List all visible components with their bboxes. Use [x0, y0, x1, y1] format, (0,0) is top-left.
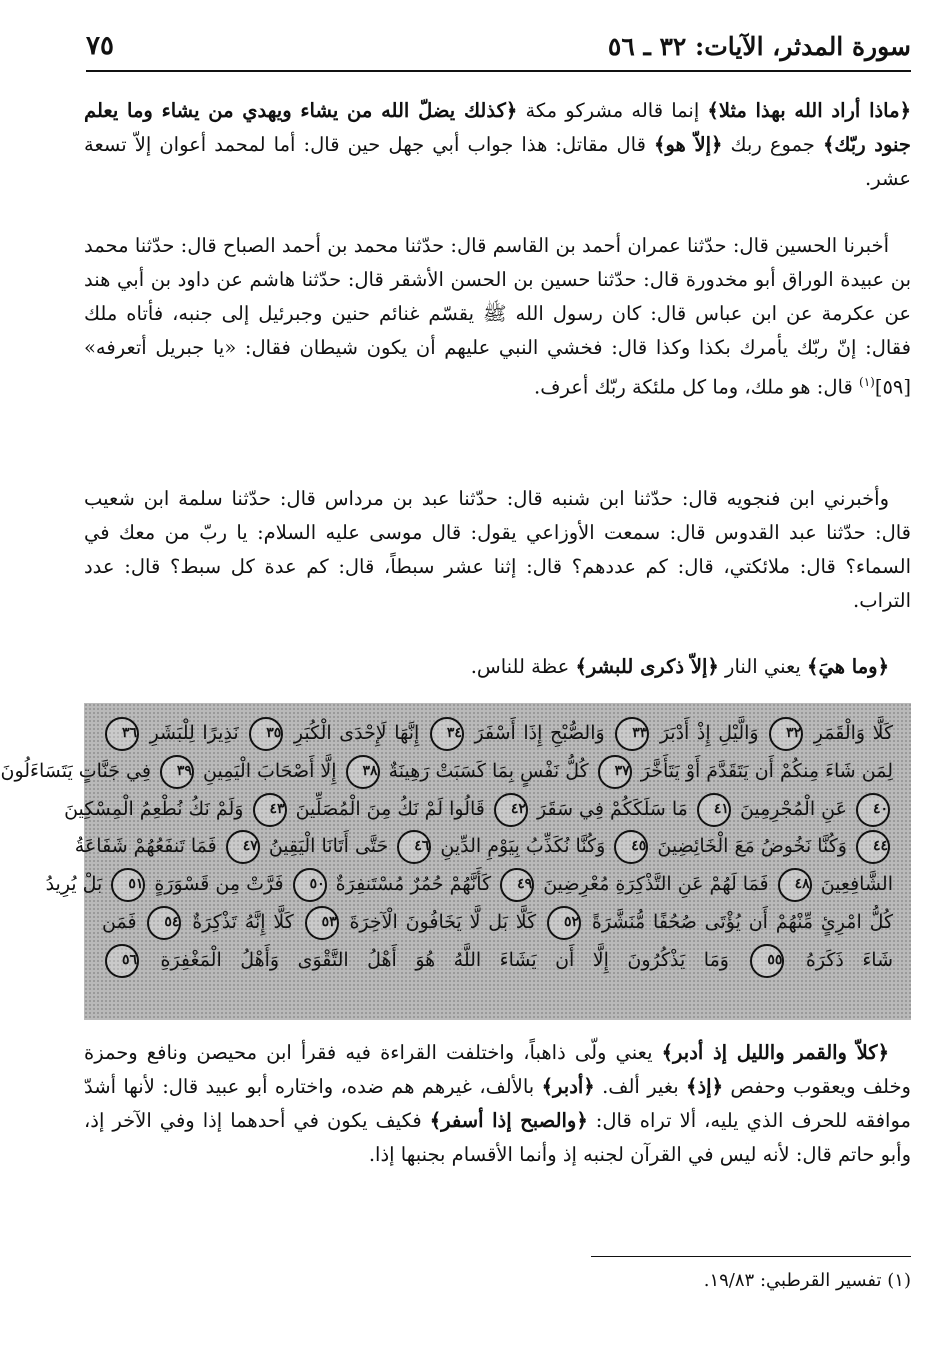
ayah-number-marker: ٤٣	[253, 793, 287, 827]
quran-line	[0, 753, 893, 791]
verse-text: وَمَا يَذْكُرُونَ إِلَّا أَن يَشَاءَ اللَّهُ هُوَ أَهْلُ التَّقْوَى وَأَهْلُ الْمَغْفِرَةِ	[160, 948, 729, 971]
verse-text: وَلَمْ نَكُ نُطْعِمُ الْمِسْكِينَ	[64, 797, 244, 820]
footnote-reference: (١)	[859, 375, 875, 389]
footnote-divider	[591, 1256, 911, 1257]
page-header	[86, 22, 911, 72]
ayah-number-marker: ٥٠	[293, 868, 327, 902]
verse-text: إِلَّا أَصْحَابَ الْيَمِينِ	[203, 759, 337, 782]
quran-line	[64, 791, 893, 829]
page-number: ٧٥	[86, 31, 114, 61]
verse-text: فَرَّتْ مِن قَسْوَرَةٍ	[154, 873, 284, 896]
text-span: جموع ربك	[722, 133, 823, 156]
quran-line	[102, 715, 893, 753]
quote-thus-allah-misleads: ﴿كذلك يضلّ الله من يشاء ويهدي من يشاء وما يعلم جنود ربّك﴾	[84, 99, 911, 156]
ayah-number-marker: ٤٩	[500, 868, 534, 902]
verse-text: كُلُّ نَفْسٍ بِمَا كَسَبَتْ رَهِينَةٌ	[388, 759, 589, 782]
verse-text: وَكُنَّا نَخُوضُ مَعَ الْخَائِضِينَ	[657, 835, 847, 858]
verse-text: فِي جَنَّاتٍ يَتَسَاءَلُونَ	[0, 759, 151, 782]
verse-text: كَلَّا وَالْقَمَرِ	[813, 722, 894, 744]
ayah-number-marker: ٤٢	[494, 793, 528, 827]
quran-line	[102, 904, 893, 942]
verse-text: إِنَّهَا لَإِحْدَى الْكُبَرِ	[293, 722, 420, 744]
ayah-number-marker: ٣٥	[249, 717, 283, 751]
narration-text: وأخبرني ابن فنجويه قال: حدّثنا ابن شنبه قال: حدّثنا عبد بن مرداس قال: حدّثنا سلمة ابن شعيب قال: حدّثنا عبد القدوس قال: سمعت الأوزاعي يقول: قال موسى عليه السلام: يا ربّ من معك في السماء؟ قال: ملائكتي، قال: كم عددهم؟ قال: إثنا عشر سبطاً، قال: كم عدة كل سبط؟ قال: عدد التراب.	[84, 487, 911, 612]
verse-text: لِمَن شَاءَ مِنكُمْ أَن يَتَقَدَّمَ أَوْ يَتَأَخَّرَ	[640, 759, 893, 782]
ayah-number-marker: ٤٧	[226, 830, 260, 864]
verse-text: فَمَا لَهُمْ عَنِ التَّذْكِرَةِ مُعْرِضِينَ	[543, 873, 769, 896]
verse-text: مَا سَلَكَكُمْ فِي سَقَرَ	[536, 797, 688, 820]
ayah-number-marker: ٥٤	[147, 906, 181, 940]
text-span: عظة للناس.	[470, 655, 576, 678]
verse-text: عَنِ الْمُجْرِمِينَ	[739, 797, 847, 820]
ayah-number-marker: ٣٨	[346, 755, 380, 789]
ayah-number-marker: ٣٣	[615, 717, 649, 751]
quran-line	[74, 828, 893, 866]
hadith-text-end: قال: هو ملك، وما كل ملئكة ربّك أعرف.	[534, 375, 859, 399]
verse-text: قَالُوا لَمْ نَكُ مِنَ الْمُصَلِّينَ	[295, 797, 485, 820]
verse-text: كَلَّا بَل لَّا يَخَافُونَ الْآخِرَةَ	[349, 910, 537, 933]
verse-text: كَلَّا إِنَّهُ تَذْكِرَةٌ	[192, 910, 294, 933]
text-span: فكيف يكون في أحدهما إذا وفي الآخر إذ، وأبو حاتم قال: لأنه ليس في القرآن لجنبه إذ وأنما الأقسام بجنبها إذا.	[84, 1109, 911, 1166]
quran-verses-box	[0, 703, 911, 1020]
ayah-number-marker: ٣٢	[769, 717, 803, 751]
hadith-text: أخبرنا الحسين قال: حدّثنا عمران أحمد بن القاسم قال: حدّثنا محمد بن أحمد الصباح قال: حدّثنا محمد بن عبيدة الوراق أبو مخدورة قال: حدّثنا حسين بن الحسن الأشقر قال: حدّثنا هاشم عن داود بن أبي هند عن عكرمة عن ابن عباس قال: كان رسول الله ﷺ يقسّم غنائم حنين وجبرئيل إلى جنبه، فأتاه ملك فقال: إنّ ربّك يأمرك بكذا وكذا قال: فخشي النبي عليهم أن يكون شيطان فقال: «يا جبريل أتعرفه» [٥٩]	[84, 234, 911, 399]
verse-text: كُلُّ امْرِئٍ مِّنْهُمْ أَن يُؤْتَى صُحُفًا مُّنَشَّرَةً	[591, 910, 894, 933]
quran-line	[45, 866, 893, 904]
verse-text: وَكُنَّا نُكَذِّبُ بِيَوْمِ الدِّينِ	[440, 835, 606, 858]
verse-text: بَلْ يُرِيدُ	[45, 873, 103, 896]
text-span: يعني النار	[718, 655, 808, 678]
quote-adbara: ﴿أدبر﴾	[541, 1075, 595, 1098]
quote-what-did-allah-intend: ﴿ماذا أراد الله بهذا مثلا﴾	[707, 99, 911, 122]
quote-reminder-for-mankind: ﴿إلاّ ذكرى للبشر﴾	[575, 655, 719, 678]
paragraph-5	[84, 1036, 911, 1172]
text-span: قال مقاتل: هذا جواب أبي جهل حين قال: أما لمحمد أعوان إلاّ تسعة عشر.	[84, 133, 911, 190]
ayah-number-marker: ٥٥	[750, 944, 784, 978]
text-span: بالألف، غيرهم هم ضده، واختاره أبو عبيد قال: لأنها أشدّ موافقه للحرف الذي يليه، ألا تراه قال:	[84, 1075, 911, 1132]
quote-except-him: ﴿إلاّ هو﴾	[654, 133, 723, 156]
ayah-number-marker: ٥٣	[305, 906, 339, 940]
verse-text: شَاءَ ذَكَرَهُ	[805, 948, 893, 971]
ayah-number-marker: ٤٦	[397, 830, 431, 864]
footnote: (١) تفسير القرطبي: ١٩/٨٣.	[703, 1270, 911, 1291]
paragraph-1	[84, 94, 911, 196]
ayah-number-marker: ٣٧	[598, 755, 632, 789]
verse-text: وَالصُّبْحِ إِذَا أَسْفَرَ	[474, 722, 605, 744]
quote-and-it-is-not: ﴿وما هيَ﴾	[807, 655, 889, 678]
ayah-number-marker: ٤٨	[778, 868, 812, 902]
text-span: يعني ولّى ذاهباً، واختلفت القراءة فيه فقرأ ابن محيصن ونافع وحمزة وخلف ويعقوب وحفص	[84, 1041, 911, 1098]
paragraph-2	[84, 229, 911, 405]
text-span: إنما قاله مشركو مكة	[517, 99, 708, 122]
verse-text: نَذِيرًا لِلْبَشَرِ	[149, 722, 239, 744]
verse-text: الشَّافِعِينَ	[820, 873, 893, 896]
ayah-number-marker: ٥٦	[105, 944, 139, 978]
ayah-number-marker: ٤١	[697, 793, 731, 827]
quote-nay-by-the-moon: ﴿كلاّ والقمر والليل إذ أدبر﴾	[661, 1041, 889, 1064]
quote-idh: ﴿إذ﴾	[686, 1075, 723, 1098]
quran-line	[102, 942, 893, 980]
ayah-number-marker: ٥١	[111, 868, 145, 902]
ayah-number-marker: ٥٢	[547, 906, 581, 940]
verse-text: حَتَّى أَتَانَا الْيَقِينُ	[268, 835, 389, 858]
ayah-number-marker: ٣٦	[105, 717, 139, 751]
running-title: سورة المدثر، الآيات: ٣٢ ـ ٥٦	[607, 31, 911, 61]
ayah-number-marker: ٤٠	[856, 793, 890, 827]
verse-text: فَمَن	[102, 910, 137, 933]
ayah-number-marker: ٣٩	[160, 755, 194, 789]
verse-text: فَمَا تَنفَعُهُمْ شَفَاعَةُ	[74, 835, 217, 858]
text-span: بغير ألف.	[594, 1075, 687, 1098]
verse-text: كَأَنَّهُمْ حُمُرٌ مُسْتَنفِرَةٌ	[335, 873, 492, 896]
paragraph-3	[84, 482, 911, 618]
quote-by-the-dawn: ﴿والصبح إذا أسفر﴾	[429, 1109, 588, 1132]
ayah-number-marker: ٤٤	[856, 830, 890, 864]
ayah-number-marker: ٤٥	[614, 830, 648, 864]
paragraph-4	[84, 650, 911, 684]
ayah-number-marker: ٣٤	[430, 717, 464, 751]
verse-text: وَالَّيْلِ إِذْ أَدْبَرَ	[659, 722, 759, 744]
